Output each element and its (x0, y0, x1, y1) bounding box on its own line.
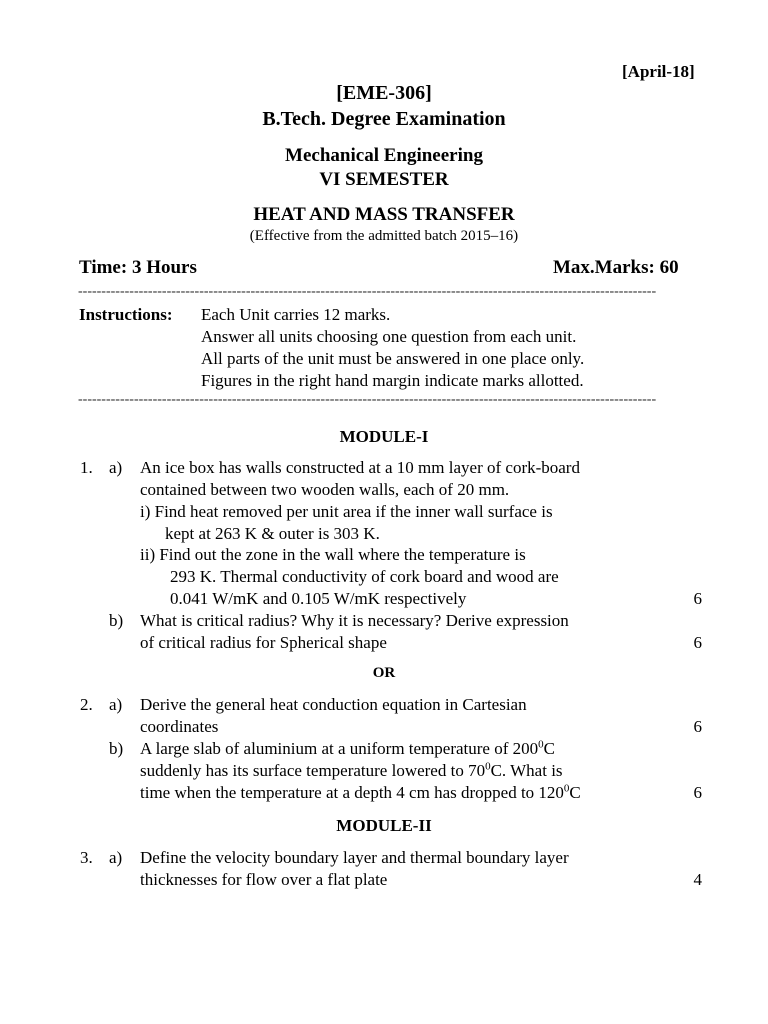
question-text: contained between two wooden walls, each of 20 mm. (140, 480, 510, 499)
subject-title: HEAT AND MASS TRANSFER (253, 204, 515, 225)
part-label: b) (109, 611, 124, 630)
instructions-label: Instructions: (79, 305, 173, 324)
module-heading: MODULE-I (339, 427, 429, 446)
question-text: thicknesses for flow over a flat plate (140, 870, 388, 889)
instruction-line: Answer all units choosing one question from each unit. (201, 327, 577, 346)
marks: 6 (693, 589, 702, 608)
max-marks: Max.Marks: 60 (553, 257, 679, 278)
effective-note: (Effective from the admitted batch 2015–16) (249, 228, 519, 244)
question-text: time when the temperature at a depth 4 cm has dropped to $120^0C$ (140, 782, 581, 802)
part-label: b) (109, 739, 124, 758)
divider-bottom: ---------------------------------------------------------------------------------------------------------------------------- (78, 392, 657, 407)
question-text: of critical radius for Spherical shape (140, 633, 387, 652)
question-text: coordinates (140, 717, 219, 736)
instruction-line: Figures in the right hand margin indicate marks allotted. (201, 371, 584, 390)
question-text: 293 K. Thermal conductivity of cork board and wood are (170, 567, 559, 586)
question-text: Derive the general heat conduction equation in Cartesian (140, 695, 527, 714)
exam-date: [April-18] (622, 62, 695, 81)
question-number: 2. (80, 695, 93, 714)
part-label: a) (109, 695, 123, 714)
marks: 4 (693, 870, 702, 889)
time-allowed: Time: 3 Hours (79, 257, 197, 278)
branch-name: Mechanical Engineering (285, 145, 483, 166)
question-text: An ice box has walls constructed at a 10 mm layer of cork-board (140, 458, 580, 477)
question-text: ii) Find out the zone in the wall where the temperature is (140, 545, 526, 564)
question-number: 3. (80, 848, 93, 867)
semester: VI SEMESTER (319, 169, 449, 190)
marks: 6 (693, 783, 702, 802)
marks: 6 (693, 717, 702, 736)
marks: 6 (693, 633, 702, 652)
part-label: a) (109, 458, 123, 477)
question-text: suddenly has its surface temperature lowered to $70^0C$. What is (140, 760, 563, 780)
instruction-line: All parts of the unit must be answered in one place only. (201, 349, 585, 368)
question-text: kept at 263 K & outer is 303 K. (165, 524, 380, 543)
course-code: [EME-306] (336, 82, 432, 104)
question-text: Define the velocity boundary layer and thermal boundary layer (140, 848, 569, 867)
divider-top: ---------------------------------------------------------------------------------------------------------------------------- (78, 284, 657, 299)
module-heading: MODULE-II (336, 816, 432, 835)
exam-title: B.Tech. Degree Examination (262, 108, 506, 130)
question-text: A large slab of aluminium at a uniform temperature of $200^0C$ (140, 738, 555, 758)
question-number: 1. (80, 458, 93, 477)
instruction-line: Each Unit carries 12 marks. (201, 305, 391, 324)
question-text: What is critical radius? Why it is necessary? Derive expression (140, 611, 569, 630)
question-text: i) Find heat removed per unit area if the inner wall surface is (140, 502, 553, 521)
part-label: a) (109, 848, 123, 867)
question-text: 0.041 W/mK and 0.105 W/mK respectively (170, 589, 467, 608)
or-separator: OR (372, 665, 396, 681)
